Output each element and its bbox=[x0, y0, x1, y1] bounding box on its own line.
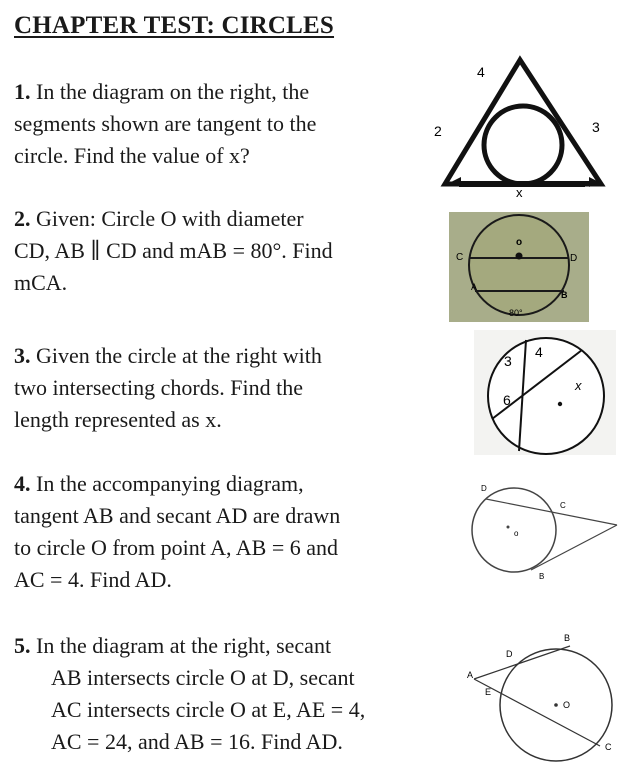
label-arc-80: 80° bbox=[509, 308, 523, 318]
label-b: B bbox=[561, 290, 568, 300]
label-a: A bbox=[467, 670, 474, 680]
inscribed-circle bbox=[484, 106, 562, 184]
label-3: 3 bbox=[504, 353, 512, 369]
question-text: AC = 4. Find AD. bbox=[14, 567, 172, 592]
question-text: In the diagram on the right, the bbox=[36, 79, 310, 104]
question-text: two intersecting chords. Find the bbox=[14, 375, 304, 400]
label-c: C bbox=[560, 501, 566, 510]
secant-ab bbox=[474, 646, 570, 679]
question-text: mCA. bbox=[14, 270, 68, 295]
circle-o bbox=[469, 215, 569, 315]
label-b: B bbox=[564, 633, 571, 643]
label-4: 4 bbox=[535, 344, 543, 360]
label-4: 4 bbox=[477, 64, 485, 80]
label-c: C bbox=[456, 252, 464, 263]
question-2 bbox=[14, 203, 333, 299]
question-text: circle. Find the value of x? bbox=[14, 143, 250, 168]
label-a: A bbox=[471, 282, 478, 292]
question-text: AC = 24, and AB = 16. Find AD. bbox=[51, 729, 343, 754]
question-1 bbox=[14, 76, 316, 172]
question-text: tangent AB and secant AD are drawn bbox=[14, 503, 341, 528]
label-2: 2 bbox=[434, 123, 442, 139]
tangent-ab bbox=[531, 525, 617, 570]
question-number: 1. bbox=[14, 79, 31, 104]
label-o: o bbox=[514, 529, 519, 538]
label-o: o bbox=[516, 237, 523, 248]
label-o: O bbox=[563, 700, 571, 710]
label-c: C bbox=[605, 742, 612, 752]
center-point bbox=[516, 253, 523, 260]
center-point bbox=[554, 703, 558, 707]
label-b: B bbox=[539, 572, 545, 581]
question-text: In the diagram at the right, secant bbox=[36, 633, 332, 658]
question-text: Given: Circle O with diameter bbox=[36, 206, 304, 231]
question-text: AB intersects circle O at D, secant bbox=[51, 665, 355, 690]
figure-triangle-incircle bbox=[425, 52, 615, 202]
figure-circle-diameter bbox=[449, 212, 589, 322]
triangle-shape bbox=[445, 60, 601, 184]
question-number: 2. bbox=[14, 206, 31, 231]
question-text: segments shown are tangent to the bbox=[14, 111, 317, 136]
center-point bbox=[558, 402, 562, 406]
question-text: AC intersects circle O at E, AE = 4, bbox=[51, 697, 366, 722]
question-number: 5. bbox=[14, 633, 31, 658]
question-4 bbox=[14, 468, 340, 596]
question-5 bbox=[14, 630, 365, 758]
label-3: 3 bbox=[592, 119, 600, 135]
label-d: D bbox=[481, 484, 487, 493]
label-d: D bbox=[506, 649, 513, 659]
question-text: Given the circle at the right with bbox=[36, 343, 322, 368]
page-title: CHAPTER TEST: CIRCLES bbox=[14, 12, 335, 39]
question-number: 4. bbox=[14, 471, 31, 496]
label-e: E bbox=[485, 687, 492, 697]
secant-ac bbox=[474, 679, 600, 746]
question-text: to circle O from point A, AB = 6 and bbox=[14, 535, 339, 560]
label-x: x bbox=[575, 378, 582, 393]
question-text: CD, AB ∥ CD and mAB = 80°. Find bbox=[14, 238, 333, 263]
question-3 bbox=[14, 340, 322, 436]
question-number: 3. bbox=[14, 343, 31, 368]
question-text: length represented as x. bbox=[14, 407, 222, 432]
label-d: D bbox=[570, 253, 578, 264]
secant-ad bbox=[486, 499, 617, 525]
question-text: In the accompanying diagram, bbox=[36, 471, 304, 496]
label-6: 6 bbox=[503, 392, 511, 408]
center-point bbox=[507, 526, 510, 529]
figure-two-secants bbox=[466, 628, 618, 770]
figure-intersecting-chords bbox=[474, 330, 616, 455]
figure-tangent-secant bbox=[466, 478, 618, 588]
label-x: x bbox=[516, 185, 523, 200]
